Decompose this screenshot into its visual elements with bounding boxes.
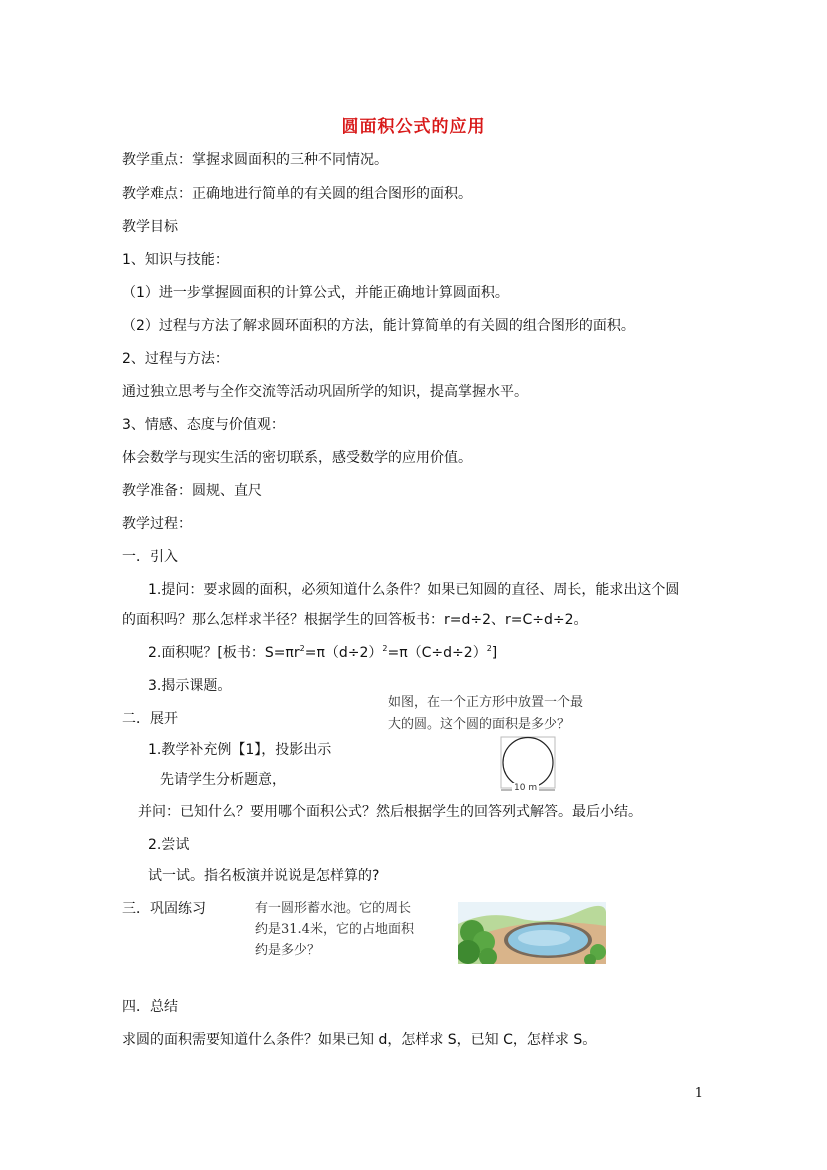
section2-para1b: 先请学生分析题意， <box>160 772 286 788</box>
section2-para1: 1.教学补充例【1】，投影出示 <box>148 742 332 758</box>
example-problem-text-line1: 如图，在一个正方形中放置一个最 <box>388 695 584 710</box>
practice-text-line2: 约是31.4米，它的占地面积 <box>255 922 414 937</box>
section1-heading: 一．引入 <box>122 549 178 565</box>
example-problem-text-line2: 大的圆。这个圆的面积是多少？ <box>388 717 571 732</box>
formula-part2: =π（d÷2） <box>304 645 383 661</box>
section2-para2b: 试一试。指名板演并说说是怎样算的? <box>148 868 380 884</box>
dimension-label: 10 m <box>514 783 538 793</box>
goal3-heading: 3、情感、态度与价值观： <box>122 417 285 433</box>
section4-heading: 四．总结 <box>122 999 178 1015</box>
section2-para2: 2.尝试 <box>148 837 190 853</box>
teaching-focus: 教学重点：掌握求圆面积的三种不同情况。 <box>122 152 388 168</box>
section2-para1c: 并问：已知什么？要用哪个面积公式？然后根据学生的回答列式解答。最后小结。 <box>138 804 642 820</box>
section3-heading: 三．巩固练习 <box>122 901 206 917</box>
practice-text-line3: 约是多少？ <box>255 943 321 958</box>
section1-para2 <box>148 643 497 663</box>
section2-heading: 二．展开 <box>122 711 178 727</box>
goal1-item2: （2）过程与方法了解求圆环面积的方法，能计算简单的有关圆的组合图形的面积。 <box>122 318 635 334</box>
goal2-text: 通过独立思考与全作交流等活动巩固所学的知识，提高掌握水平。 <box>122 384 528 400</box>
page-number: 1 <box>694 1086 703 1101</box>
superscript-2: 2 <box>486 644 492 653</box>
teaching-prep: 教学准备：圆规、直尺 <box>122 483 262 499</box>
section1-para3: 3.揭示课题。 <box>148 678 232 694</box>
goal1-item1: （1）进一步掌握圆面积的计算公式，并能正确地计算圆面积。 <box>122 285 509 301</box>
formula-part1: 2.面积呢？[板书：S=πr <box>148 645 300 661</box>
goal1-heading: 1、知识与技能： <box>122 252 229 268</box>
section1-para1b: 的面积吗？那么怎样求半径？根据学生的回答板书：r=d÷2、r=C÷d÷2。 <box>122 612 588 628</box>
water-pool-illustration <box>458 902 606 964</box>
goal3-text: 体会数学与现实生活的密切联系，感受数学的应用价值。 <box>122 450 472 466</box>
goal2-heading: 2、过程与方法： <box>122 351 229 367</box>
superscript-2: 2 <box>299 644 305 653</box>
page-title: 圆面积公式的应用 <box>341 117 486 137</box>
section4-text: 求圆的面积需要知道什么条件？如果已知 d，怎样求 S，已知 C，怎样求 S。 <box>122 1032 597 1048</box>
formula-part4: ] <box>491 645 498 661</box>
practice-text-line1: 有一圆形蓄水池。它的周长 <box>255 901 412 916</box>
teaching-difficulty: 教学难点：正确地进行简单的有关圆的组合图形的面积。 <box>122 186 472 202</box>
superscript-2: 2 <box>382 644 388 653</box>
goals-heading: 教学目标 <box>122 219 178 235</box>
teaching-process: 教学过程： <box>122 516 192 532</box>
formula-part3: =π（C÷d÷2） <box>387 645 487 661</box>
section1-para1a: 1.提问：要求圆的面积，必须知道什么条件？如果已知圆的直径、周长，能求出这个圆 <box>148 582 680 598</box>
